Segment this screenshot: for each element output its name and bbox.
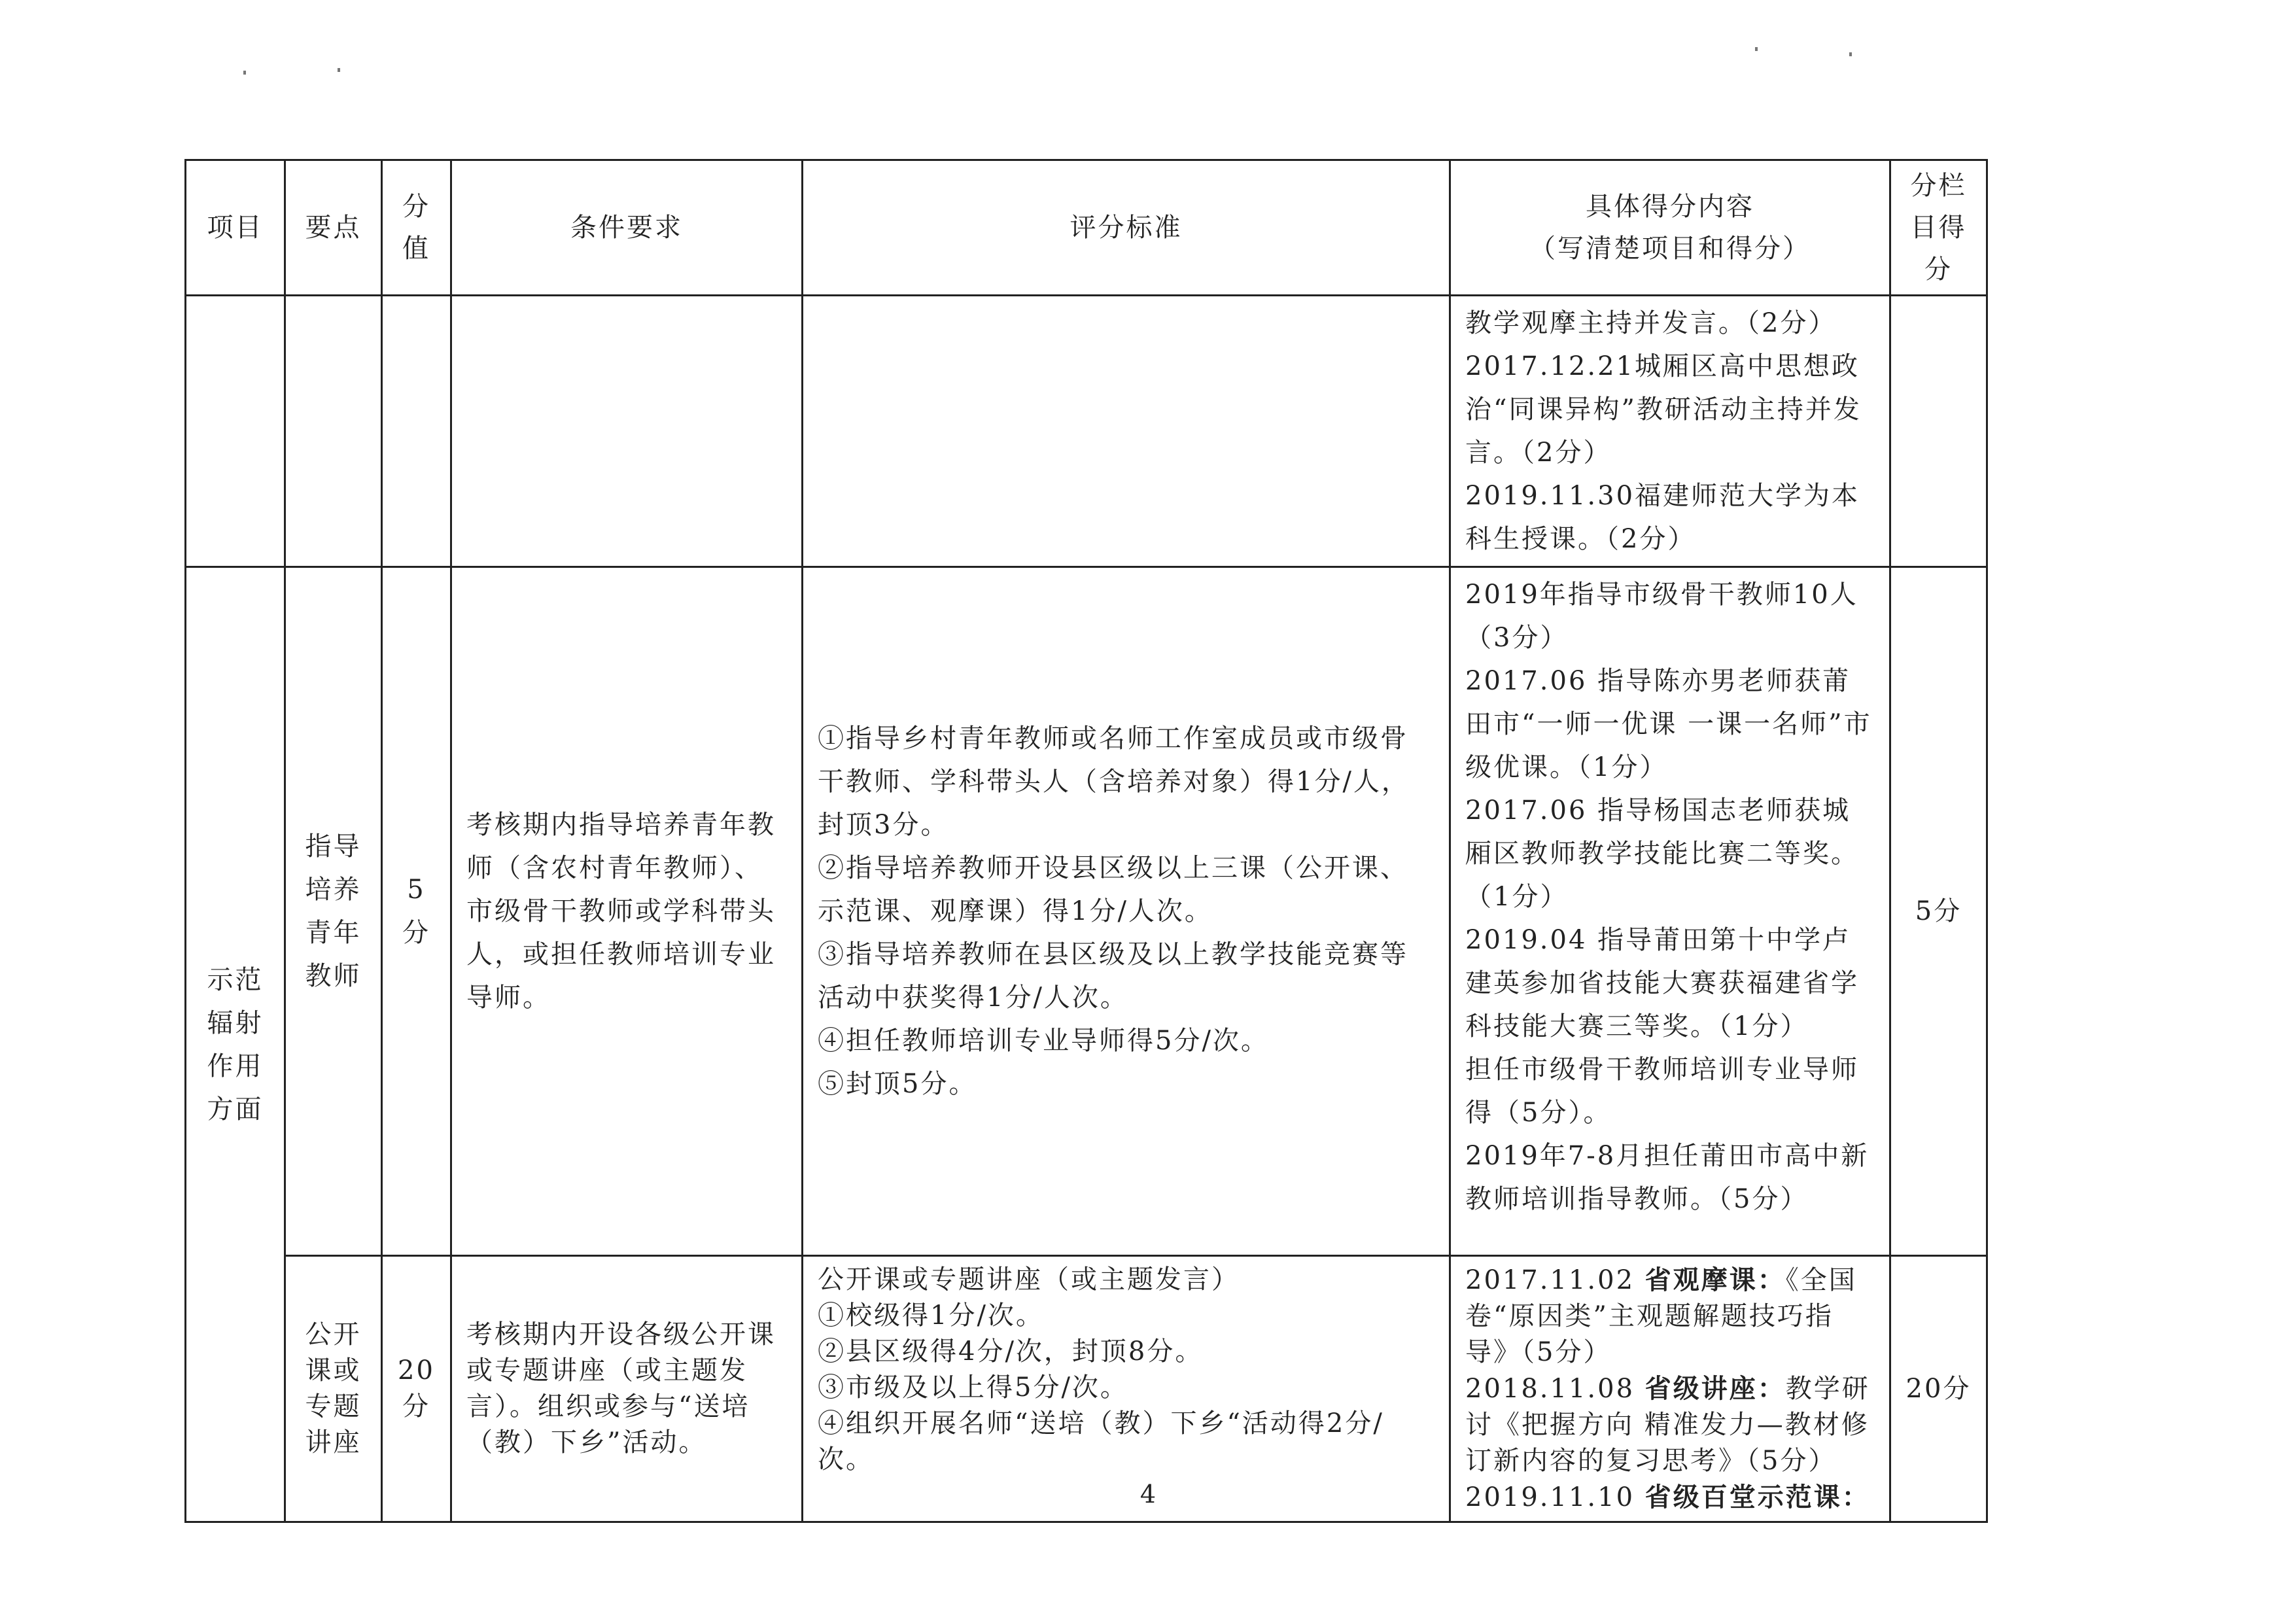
- content-entry: 2017.06 指导杨国志老师获城厢区教师教学技能比赛二等奖。（1分）: [1465, 795, 1859, 912]
- content-entry: 2019.11.10 省级百堂示范课：: [1465, 1482, 1870, 1512]
- content-entry: 2019.04 指导莆田第十中学卢建英参加省技能大赛获福建省学科技能大赛三等奖。（1分）: [1465, 925, 1859, 1041]
- scan-artifact: [1849, 52, 1852, 56]
- header-score: 分 值: [382, 160, 451, 296]
- requirement-cell: 考核期内开设各级公开课或专题讲座（或主题发言）。组织或参与“送培（教）下乡”活动。: [451, 1256, 803, 1522]
- content-entry: 2019年指导市级骨干教师10人（3分）: [1465, 580, 1858, 653]
- content-entry: 2017.06 指导陈亦男老师获莆田市“一师一优课 一课一名师”市级优课。（1分）: [1465, 666, 1872, 782]
- scan-artifact: [243, 71, 246, 75]
- page-number: 4: [1139, 1480, 1157, 1509]
- content-entry: 担任市级骨干教师培训专业导师得（5分）。: [1465, 1055, 1859, 1128]
- empty-cell: [186, 296, 285, 567]
- header-row: [186, 160, 1987, 296]
- content-entry: 2017.11.02 省观摩课：《全国卷“原因类”主观题解题技巧指导》（5分）: [1465, 1265, 1857, 1367]
- content-cell: [1450, 567, 1890, 1256]
- scoring-table: [184, 159, 1988, 1523]
- standard-cell: 公开课或专题讲座（或主题发言） ①校级得1分/次。 ②县区级得4分/次，封顶8分。 ③市级及以上得5分/次。 ④组织开展名师“送培（教）下乡“活动得2分/次。: [803, 1256, 1450, 1522]
- header-key-point: 要点: [285, 160, 382, 296]
- content-cell: [1450, 296, 1890, 567]
- empty-cell: [285, 296, 382, 567]
- empty-cell: [1890, 296, 1987, 567]
- empty-cell: [451, 296, 803, 567]
- header-standard: 评分标准: [803, 160, 1450, 296]
- scan-artifact: [1755, 47, 1758, 51]
- content-entry: 2017.12.21城厢区高中思想政治“同课异构”教研活动主持并发言。（2分）: [1465, 351, 1862, 468]
- score-cell: 20 分: [382, 1256, 451, 1522]
- content-entry: 2018.11.08 省级讲座：教学研讨《把握方向 精准发力—教材修订新内容的复习思考》（5分）: [1465, 1373, 1870, 1476]
- requirement-cell: 考核期内指导培养青年教师（含农村青年教师）、市级骨干教师或学科带头人，或担任教师培训专业导师。: [451, 567, 803, 1256]
- score-cell: 5 分: [382, 567, 451, 1256]
- content-entry: 教学观摩主持并发言。（2分）: [1465, 308, 1837, 338]
- table-row: [186, 567, 1987, 1256]
- scan-artifact: [338, 68, 340, 72]
- standard-cell: ①指导乡村青年教师或名师工作室成员或市级骨干教师、学科带头人（含培养对象）得1分/人，封顶3分。 ②指导培养教师开设县区级以上三课（公开课、示范课、观摩课）得1分/人次。 ③指导培养教师在县区级及以上教学技能竞赛等活动中获奖得1分/人次。 ④担任教师培训专业导师得5分/次。 ⑤封顶5分。: [803, 567, 1450, 1256]
- project-cell: 示范 辐射 作用 方面: [186, 567, 285, 1522]
- table-row: [186, 296, 1987, 567]
- header-column-score: 分栏 目得 分: [1890, 160, 1987, 296]
- content-entry: 2019年7-8月担任莆田市高中新教师培训指导教师。（5分）: [1465, 1141, 1870, 1214]
- header-project: 项目: [186, 160, 285, 296]
- column-score-cell: 20分: [1890, 1256, 1987, 1522]
- header-requirement: 条件要求: [451, 160, 803, 296]
- key-point-cell: 公开 课或 专题 讲座: [285, 1256, 382, 1522]
- empty-cell: [382, 296, 451, 567]
- header-content: 具体得分内容 （写清楚项目和得分）: [1450, 160, 1890, 296]
- column-score-cell: 5分: [1890, 567, 1987, 1256]
- key-point-cell: 指导 培养 青年 教师: [285, 567, 382, 1256]
- empty-cell: [803, 296, 1450, 567]
- content-entry: 2019.11.30福建师范大学为本科生授课。（2分）: [1465, 481, 1860, 554]
